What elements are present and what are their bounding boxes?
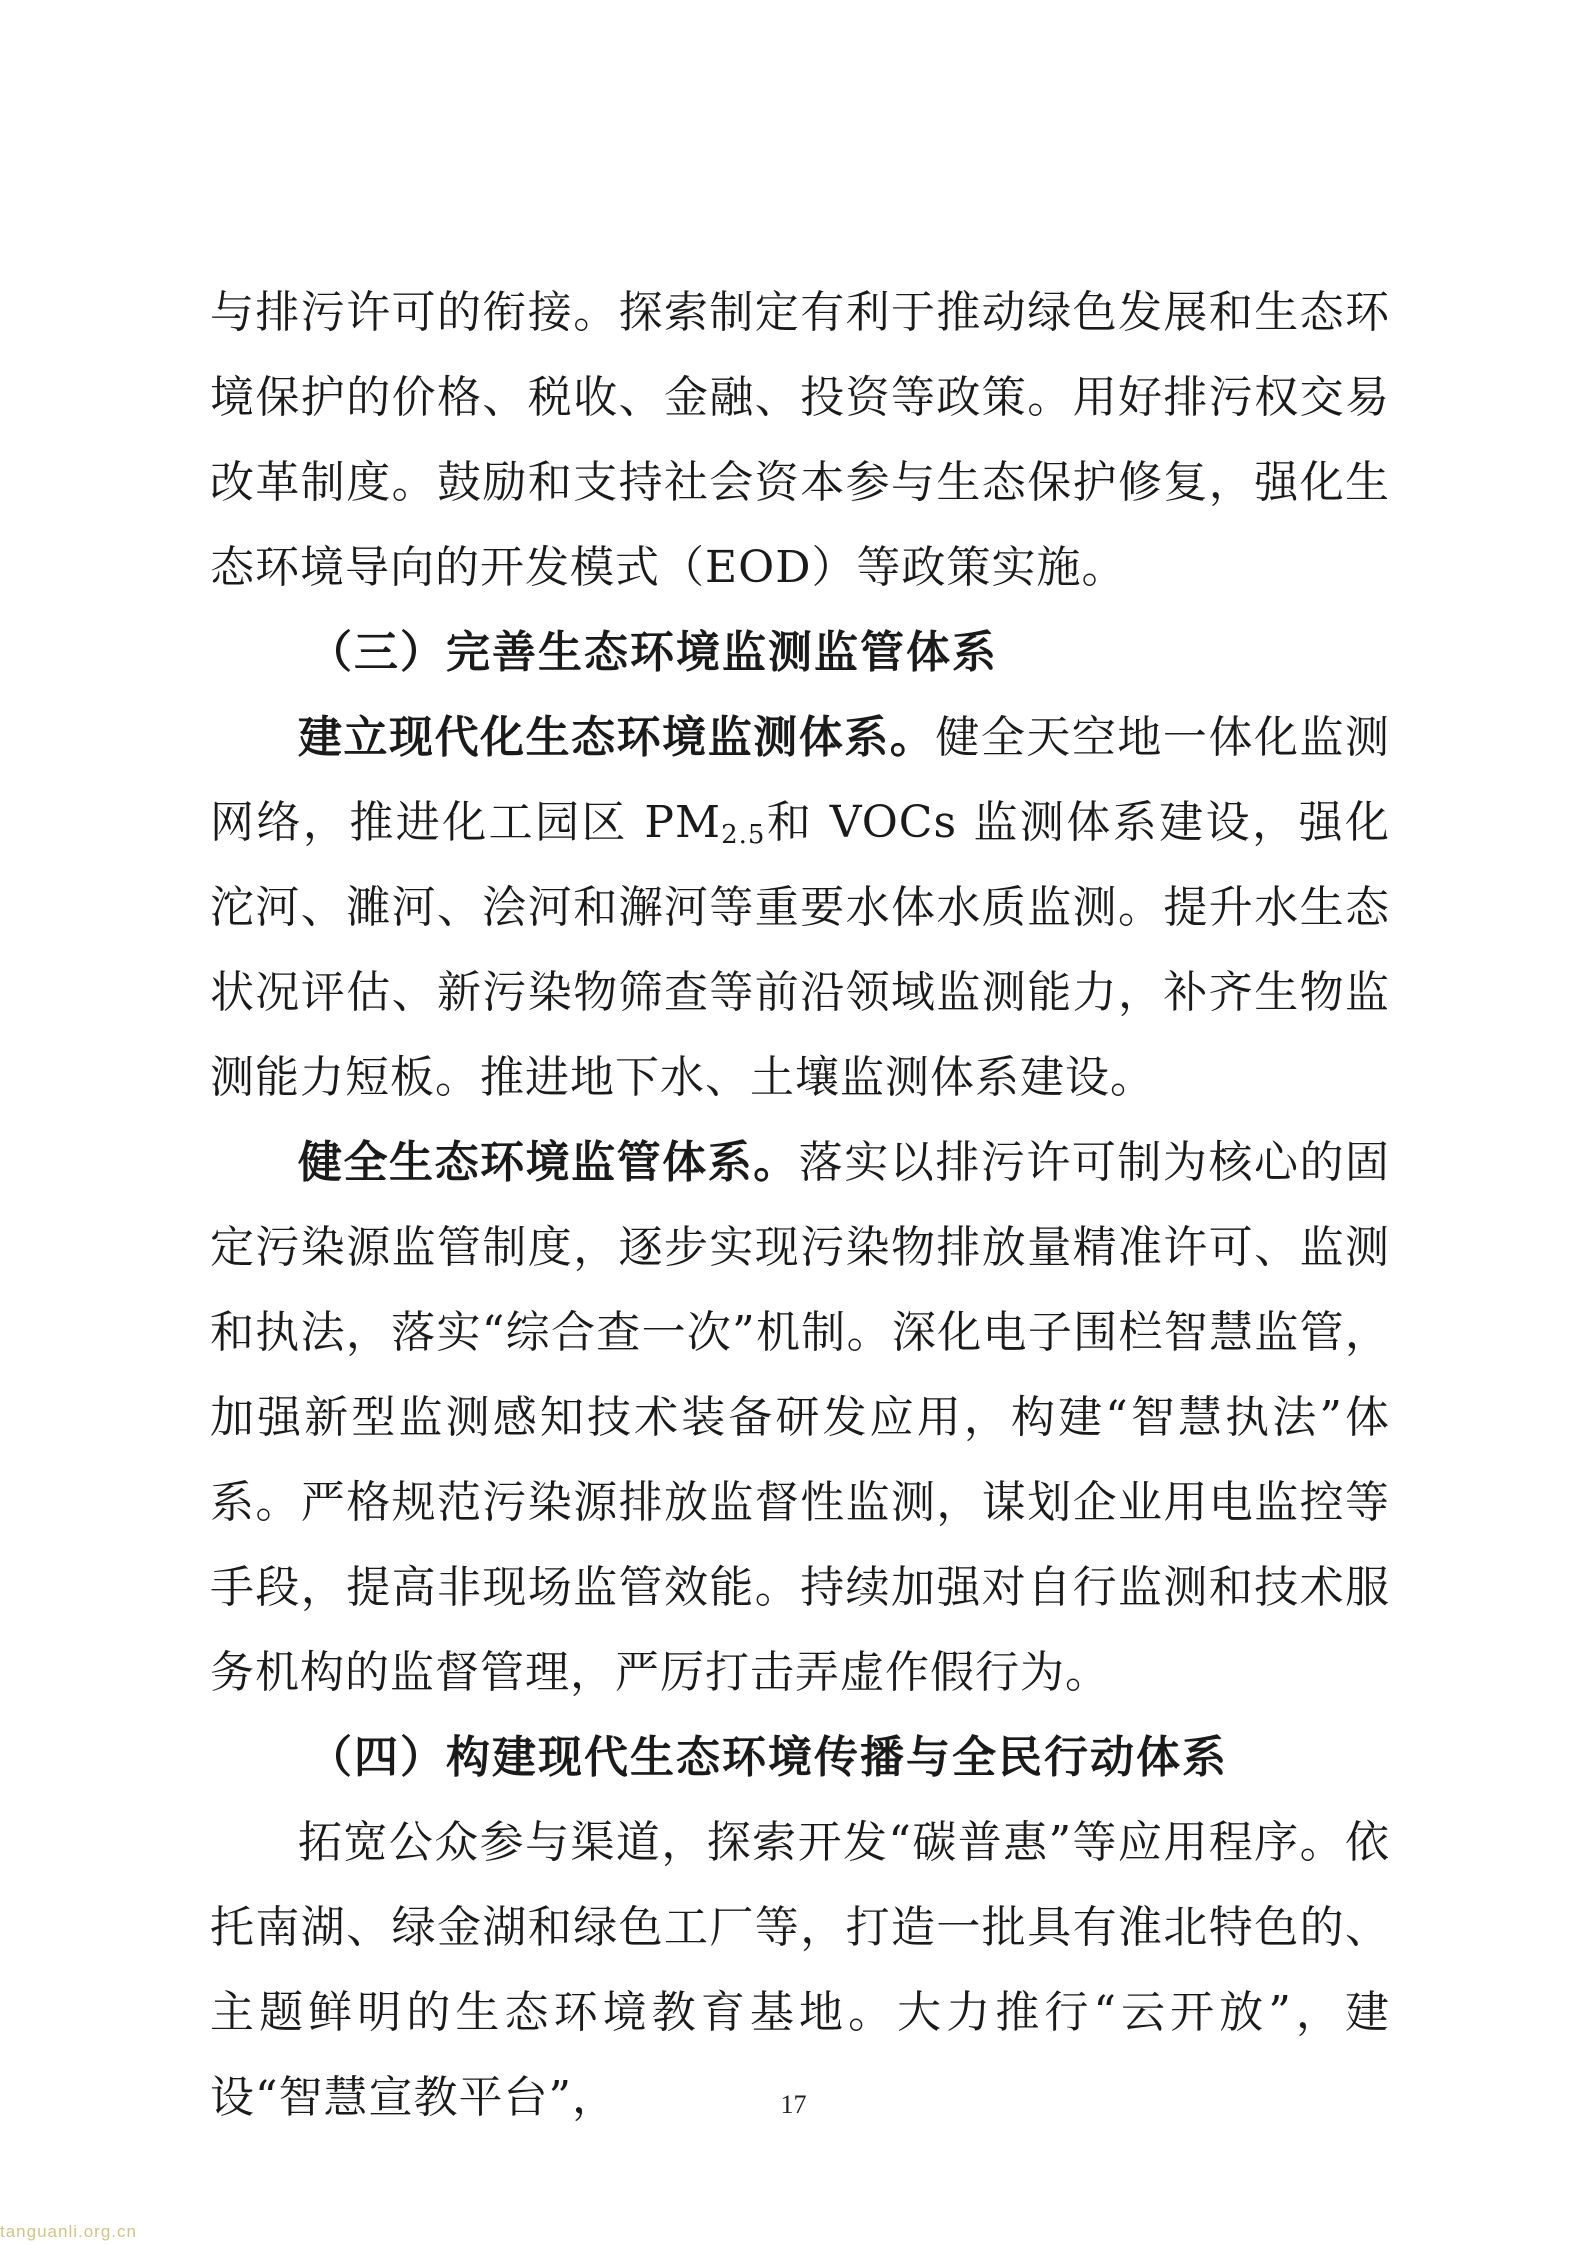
watermark: tanguanli.org.cn [0,2222,137,2241]
pm-subscript: 2.5 [721,820,766,850]
paragraph-supervision [210,1120,1390,1715]
paragraph-text: 落实以排污许可制为核心的固定污染源监管制度，逐步实现污染物排放量精准许可、监测和执法，落实“综合查一次”机制。深化电子围栏智慧监管，加强新型监测感知技术装备研发应用，构建“智慧执法”体系。严格规范污染源排放监督性监测，谋划企业用电监控等手段，提高非现场监管效能。持续加强对自行监测和技术服务机构的监督管理，严厉打击弄虚作假行为。 [210,1137,1391,1698]
paragraph-text: 和 VOCs 监测体系建设，强化沱河、濉河、浍河和澥河等重要水体水质监测。提升水生态状况评估、新污染物筛查等前沿领域监测能力，补齐生物监测能力短板。推进地下水、土壤监测体系建设。 [210,797,1390,1103]
section-heading-3: （三）完善生态环境监测监管体系 [308,627,998,678]
section-heading-4: （四）构建现代生态环境传播与全民行动体系 [308,1732,1228,1783]
paragraph-lead: 健全生态环境监管体系。 [298,1137,799,1188]
paragraph-lead: 建立现代化生态环境监测体系。 [298,712,936,763]
paragraph-monitoring [210,695,1390,1120]
page-number: 17 [780,2090,807,2119]
paragraph-public-participation: 拓宽公众参与渠道，探索开发“碳普惠”等应用程序。依托南湖、绿金湖和绿色工厂等，打造一批具有淮北特色的、主题鲜明的生态环境教育基地。大力推行“云开放”，建设“智慧宣教平台”， [210,1817,1390,2123]
paragraph-text: 健全天空地一体化监测网络，推进化工园区 PM [210,712,1391,848]
document-body [210,270,1390,2140]
paragraph-policy: 与排污许可的衔接。探索制定有利于推动绿色发展和生态环境保护的价格、税收、金融、投资等政策。用好排污权交易改革制度。鼓励和支持社会资本参与生态保护修复，强化生态环境导向的开发模式（EOD）等政策实施。 [210,287,1390,593]
